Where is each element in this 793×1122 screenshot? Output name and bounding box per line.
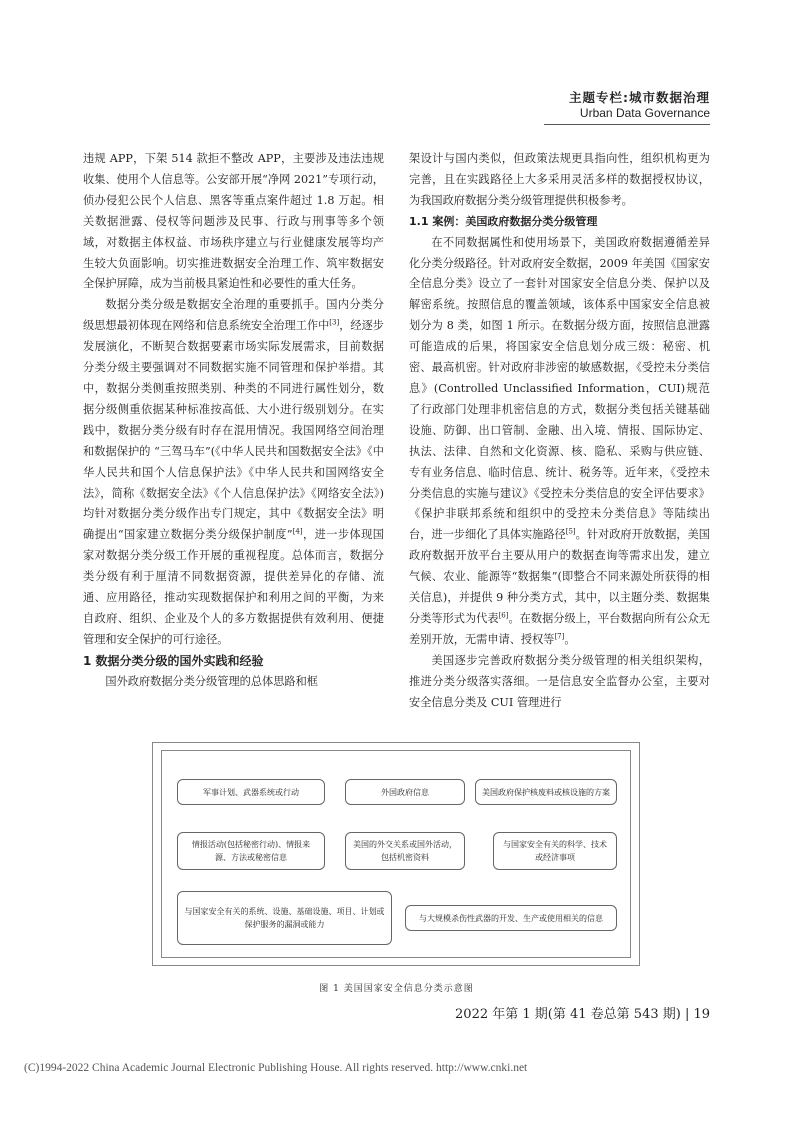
header-rule bbox=[544, 124, 710, 125]
reference-mark: [7] bbox=[554, 632, 565, 641]
category-box: 美国政府保护核废料或核设施的方案 bbox=[475, 779, 617, 805]
reference-mark: [6] bbox=[498, 611, 509, 620]
issue-footer: 2022 年第 1 期(第 41 卷总第 543 期) | 19 bbox=[455, 1007, 710, 1022]
category-box: 与国家安全有关的科学、技术或经济事项 bbox=[493, 832, 617, 870]
category-box: 外国政府信息 bbox=[345, 779, 465, 805]
category-box: 军事计划、武器系统或行动 bbox=[177, 779, 325, 805]
category-box: 情报活动(包括秘密行动)、情报来源、方法或秘密信息 bbox=[177, 832, 325, 870]
reference-mark: [3] bbox=[329, 318, 340, 327]
category-box: 与大规模杀伤性武器的开发、生产或使用相关的信息 bbox=[405, 905, 617, 931]
paragraph: 架设计与国内类似，但政策法规更具指向性，组织机构更为完善，且在实践路径上大多采用灵活多样的数据授权协议，为我国政府数据分类分级管理提供积极参考。 bbox=[409, 152, 710, 207]
column-subtitle: Urban Data Governance bbox=[579, 106, 710, 120]
left-column bbox=[83, 149, 384, 693]
paragraph: 违规 APP，下架 514 款拒不整改 APP，主要涉及违法违规收集、使用个人信息等。公安部开展“净网 2021”专项行动，侦办侵犯公民个人信息、黑客等重点案件超过 1.8 万起。相关数据泄露、侵权等问题涉及民事、行政与刑事等多个领域，对数据主体权益、市场秩序建立与行业健康发展等均产生较大负面影响。切实推进数据安全治理工作、筑牢数据安全保护屏障，成为当前极具紧迫性和必要性的重大任务。 bbox=[83, 152, 384, 291]
section-heading: 1 数据分类分级的国外实践和经验 bbox=[83, 653, 264, 668]
subsection-heading: 1.1 案例：美国政府数据分类分级管理 bbox=[409, 214, 598, 228]
figure-1-diagram bbox=[152, 742, 640, 966]
paragraph: 国外政府数据分类分级管理的总体思路和框 bbox=[105, 674, 318, 688]
paragraph: 数据分类分级是数据安全治理的重要抓手。国内分类分级思想最初体现在网络和信息系统安全治理工作中[3]，经逐步发展演化，不断契合数据要素市场实际发展需求，目前数据分类分级主要强调对不同数据实施不同管理和保护举措。其中，数据分类侧重按照类别、种类的不同进行属性划分，数据分级侧重依据某种标准按高低、大小进行级别划分。在实践中，数据分类分级有时存在混用情况。我国网络空间治理和数据保护的 “三驾马车”(《中华人民共和国数据安全法》《中华人民共和国个人信息保护法》《中华人民共和国网络安全法》，简称《数据安全法》《个人信息保护法》《网络安全法》)均针对数据分类分级作出专门规定，其中《数据安全法》明确提出“国家建立数据分类分级保护制度”[4]，进一步体现国家对数据分类分级工作开展的重视程度。总体而言，数据分类分级有利于厘清不同数据资源，提供差异化的存储、流通、应用路径，推动实现数据保护和利用之间的平衡，为来自政府、组织、企业及个人的多方数据提供有效利用、便捷管理和安全保护的可行途径。 bbox=[83, 298, 384, 646]
reference-mark: [5] bbox=[565, 527, 576, 536]
category-box: 美国的外交关系或国外活动，包括机密资料 bbox=[345, 832, 465, 870]
right-column bbox=[409, 149, 710, 713]
figure-caption: 图 1 美国国家安全信息分类示意图 bbox=[319, 984, 474, 994]
paragraph: 美国逐步完善政府数据分类分级管理的相关组织架构，推进分类分级落实落细。一是信息安全监督办公室，主要对安全信息分类及 CUI 管理进行 bbox=[409, 653, 710, 709]
paragraph: 在不同数据属性和使用场景下，美国政府数据遵循差异化分类分级路径。针对政府安全数据，2009 年美国《国家安全信息分类》设立了一套针对国家安全信息分类、保护以及解密系统。按照信息的覆盖领域，该体系中国家安全信息被划分为 8 类，如图 1 所示。在数据分级方面，按照信息泄露可能造成的后果，将国家安全信息划分成三级：秘密、机密、最高机密。针对政府非涉密的敏感数据，《受控未分类信息》(Controlled Unclassified Information，CUI)规范了行政部门处理非机密信息的方式，数据分类包括关键基础设施、防御、出口管制、金融、出入境、情报、国际协定、执法、法律、自然和文化资源、核、隐私、采购与供应链、专有业务信息、临时信息、统计、税务等。近年来，《受控未分类信息的实施与建议》《受控未分类信息的安全评估要求》《保护非联邦系统和组织中的受控未分类信息》等陆续出台，进一步细化了具体实施路径[5]。针对政府开放数据，美国政府数据开放平台主要从用户的数据查询等需求出发，建立气候、农业、能源等“数据集”(即整合不同来源处所获得的相关信息)，并提供 9 种分类方式，其中，以主题分类、数据集分类等形式为代表[6]。在数据分级上，平台数据向所有公众无差别开放，无需申请、授权等[7]。 bbox=[409, 235, 710, 646]
category-box: 与国家安全有关的系统、设施、基础设施、项目、计划或保护服务的漏洞或能力 bbox=[177, 891, 392, 945]
reference-mark: [4] bbox=[292, 527, 303, 536]
copyright-line: (C)1994-2022 China Academic Journal Electronic Publishing House. All rights reserved. http://www.cnki.net bbox=[24, 1062, 528, 1074]
column-title: 主题专栏:城市数据治理 bbox=[569, 90, 710, 105]
